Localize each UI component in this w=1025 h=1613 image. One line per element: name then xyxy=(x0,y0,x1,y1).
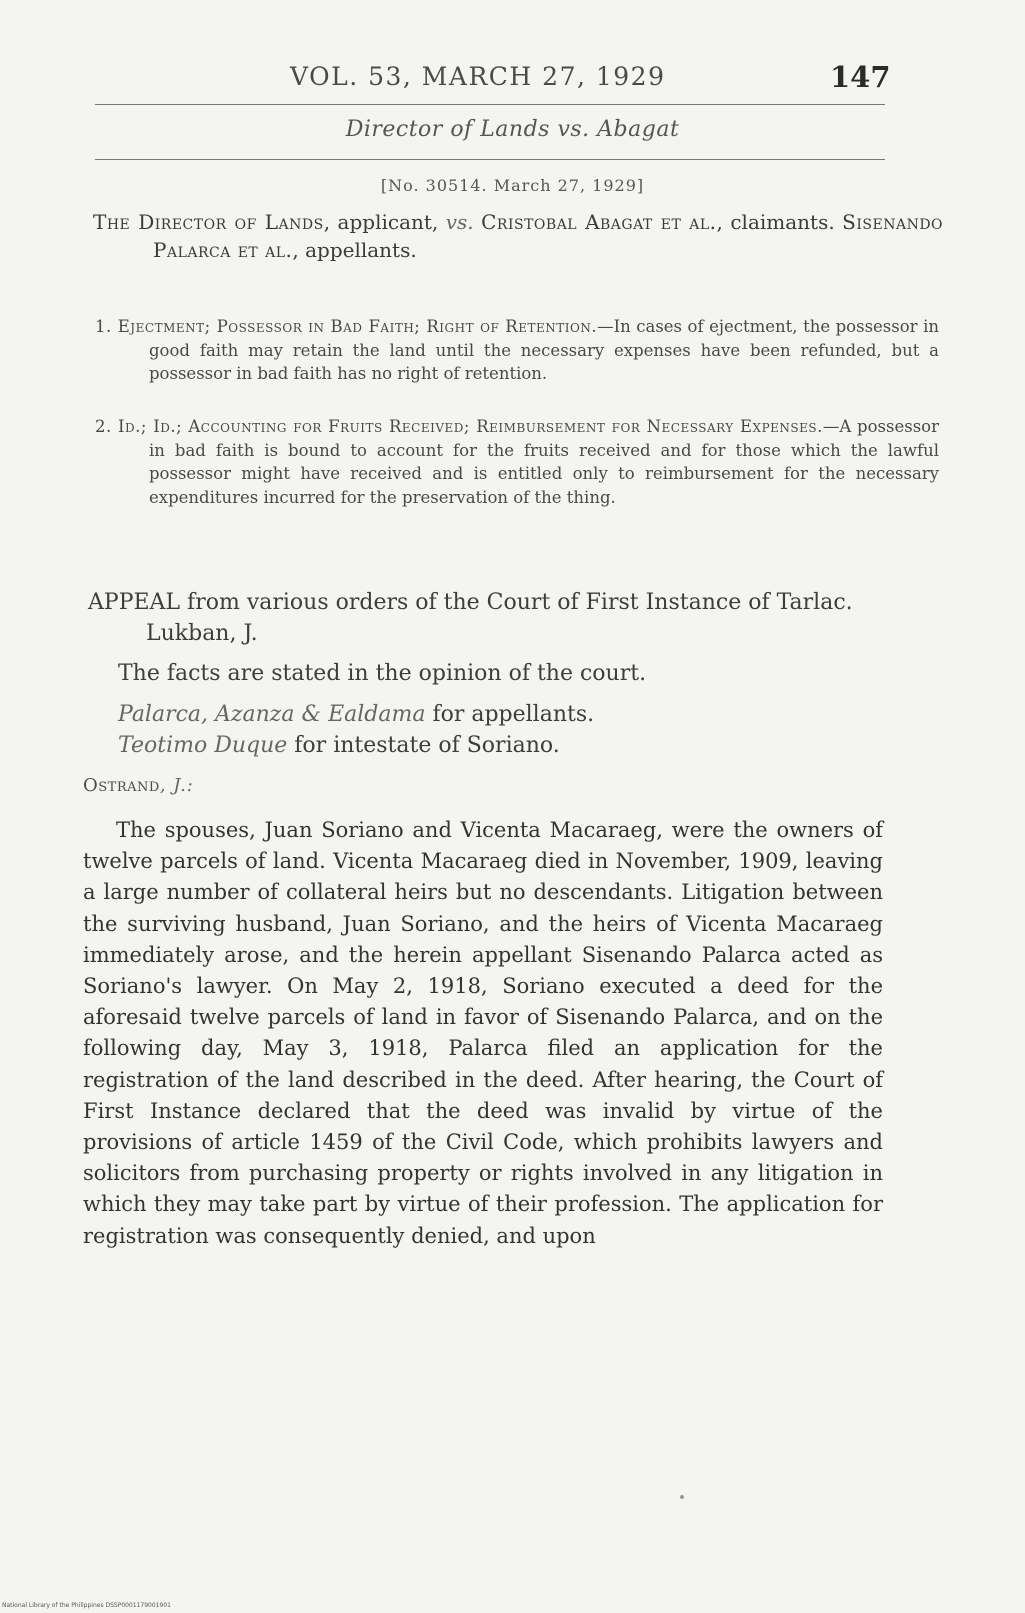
party-applicant: The Director of Lands xyxy=(93,210,324,234)
author-name: Ostrand xyxy=(83,775,160,796)
party-claimant: Cristobal Abagat et al. xyxy=(481,210,717,234)
appeal-lead: APPEAL xyxy=(88,590,181,615)
opinion-body: The spouses, Juan Soriano and Vicenta Macaraeg, were the owners of twelve parcels of land. Vicenta Macaraeg died in November, 1909, leaving a large number of collateral heirs but no descendants. Litigation between the surviving husband, Juan Soriano, and the heirs of Vicenta Macaraeg immediately arose, and the herein appellant Sisenando Palarca acted as Soriano's lawyer. On May 2, 1918, Soriano executed a deed for the aforesaid twelve parcels of land in favor of Sisenando Palarca, and on the following day, May 3, 1918, Palarca filed an application for the registration of the land described in the deed. After hearing, the Court of First Instance declared that the deed was invalid by virtue of the provisions of article 1459 of the Civil Code, which prohibits lawyers and solicitors from purchasing property or rights involved in any litigation in which they may take part by virtue of their profession. The application for registration was consequently denied, and upon xyxy=(83,818,883,1248)
title-rule xyxy=(95,159,885,160)
running-head: VOL. 53, MARCH 27, 1929 xyxy=(290,62,666,91)
counsel-line xyxy=(118,733,878,758)
counsel-role: for intestate of Soriano. xyxy=(287,733,560,758)
header-rule xyxy=(95,104,885,105)
syllabus-heading: 1. Ejectment; Possessor in Bad Faith; Right of Retention. xyxy=(95,317,598,336)
syllabus-text: —In cases of ejectment, the possessor in good faith may retain the land until the necessary expenses have been refunded, but a possessor in bad faith has no right of retention. xyxy=(149,317,939,383)
docket-number: [No. 30514. March 27, 1929] xyxy=(380,176,645,195)
parties xyxy=(93,208,943,264)
party-role: , claimants. xyxy=(716,210,843,234)
syllabus-item xyxy=(95,315,939,386)
counsel-names: Palarca, Azanza & Ealdama xyxy=(118,702,426,727)
author-suffix: , J.: xyxy=(159,775,194,796)
appeal-text: from various orders of the Court of First Instance of Tarlac. Lukban, J. xyxy=(146,590,853,646)
syllabus-heading: 2. Id.; Id.; Accounting for Fruits Received; Reimbursement for Necessary Expenses. xyxy=(95,417,823,436)
counsel-names: Teotimo Duque xyxy=(118,733,288,758)
versus: vs. xyxy=(445,210,474,234)
page-mark xyxy=(680,1495,684,1499)
case-title: Director of Lands vs. Abagat xyxy=(345,117,680,142)
opinion-author xyxy=(83,775,194,796)
scan-footer: National Library of the Philippines DSSP0001179001901 xyxy=(2,1602,171,1609)
party-appellant: Sisenando Palarca et al. xyxy=(153,210,944,262)
party-role: , appellants. xyxy=(292,238,417,262)
syllabus-text: —A possessor in bad faith is bound to account for the fruits received and for those which the lawful possessor might have received and is entitled only to reimbursement for the necessary expenditures incurred for the preservation of the thing. xyxy=(149,417,939,507)
party-role: , applicant, xyxy=(323,210,446,234)
counsel-line xyxy=(118,702,878,727)
page-number: 147 xyxy=(830,60,891,94)
facts-statement: The facts are stated in the opinion of the court. xyxy=(118,661,647,686)
counsel-role: for appellants. xyxy=(425,702,595,727)
appeal-statement xyxy=(88,587,941,649)
syllabus-item xyxy=(95,415,939,509)
